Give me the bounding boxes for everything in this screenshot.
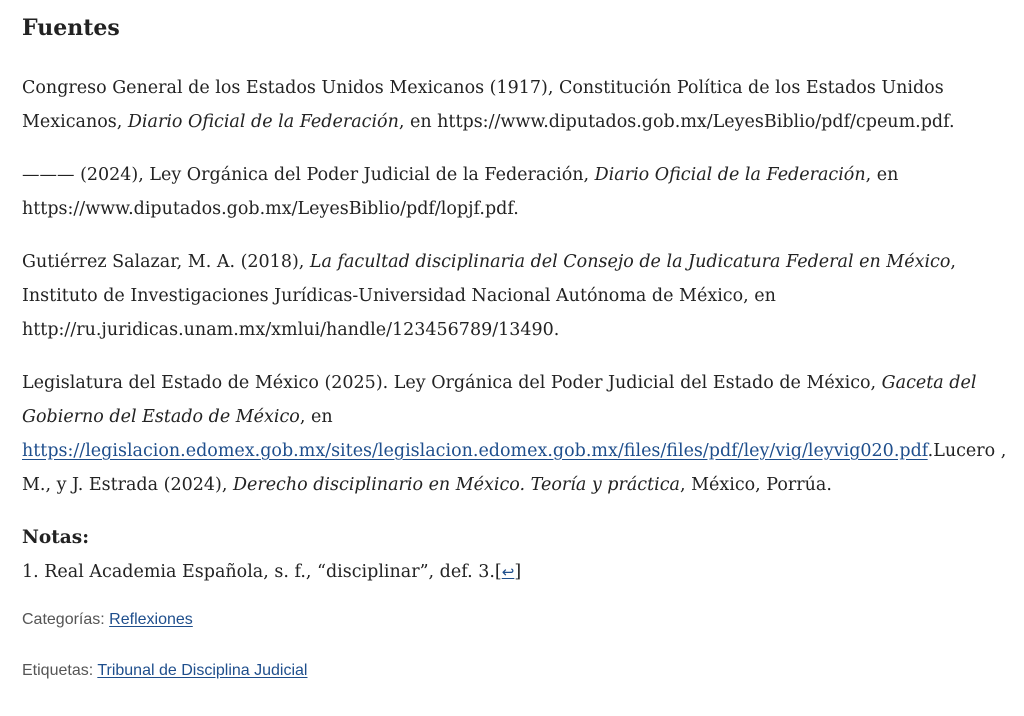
categories-label: Categorías: (22, 611, 105, 628)
tags-row (22, 659, 1012, 683)
legislacion-edomex-link[interactable]: https://legislacion.edomex.gob.mx/sites/legislacion.edomex.gob.mx/files/files/pdf/ley/vig/leyvig020.pdf (22, 441, 928, 461)
notes-heading: Notas: (22, 527, 90, 548)
footnote-1: 1. Real Academia Española, s. f., “disciplinar”, def. 3.[↩] (22, 562, 522, 582)
reference-legislatura-edomex: Legislatura del Estado de México (2025). Ley Orgánica del Poder Judicial del Estado de México, Gaceta del Gobierno del Estado de México, en https://legislacion.edomex.gob.mx/sites/legislacion.edomex.gob.mx/files/files/pdf/ley/vig/leyvig020.pdf.Lucero , M., y J. Estrada (2024), Derecho disciplinario en México. Teoría y práctica, México, Porrúa. (22, 373, 1007, 495)
reference-gutierrez-salazar: Gutiérrez Salazar, M. A. (2018), La facultad disciplinaria del Consejo de la Judicatura Federal en México, Instituto de Investigaciones Jurídicas-Universidad Nacional Autónoma de México, en http://ru.juridicas.unam.mx/xmlui/handle/123456789/13490. (22, 252, 956, 340)
reference-ley-organica-federacion: ——— (2024), Ley Orgánica del Poder Judicial de la Federación, Diario Oficial de la Federación, en https://www.diputados.gob.mx/LeyesBiblio/pdf/lopjf.pdf. (22, 165, 899, 219)
article-sources (22, 12, 1012, 683)
category-link-reflexiones[interactable]: Reflexiones (109, 611, 193, 628)
tags-label: Etiquetas: (22, 662, 94, 679)
reference-constitucion: Congreso General de los Estados Unidos Mexicanos (1917), Constitución Política de los Estados Unidos Mexicanos, Diario Oficial de la Federación, en https://www.diputados.gob.mx/LeyesBiblio/pdf/cpeum.pdf. (22, 78, 955, 132)
return-arrow-icon[interactable]: ↩ (501, 563, 515, 581)
categories-row (22, 608, 1012, 632)
sources-heading: Fuentes (22, 15, 120, 41)
tag-link-tribunal[interactable]: Tribunal de Disciplina Judicial (97, 662, 308, 679)
